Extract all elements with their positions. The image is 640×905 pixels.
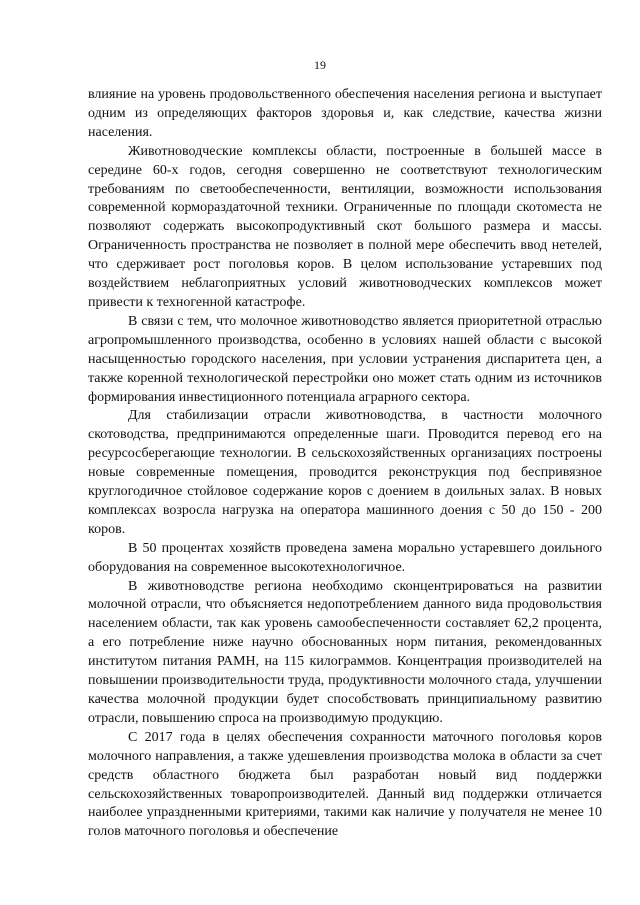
page-number: 19 bbox=[314, 58, 326, 72]
paragraph: Для стабилизации отрасли животноводства, в частности молочного скотоводства, предпринимаются определенные шаги. Проводится перевод его на ресурсосберегающие технологии. В сельскохозяйственных организациях построены новые современные помещения, проводится реконструкция под беспривязное круглогодичное стойловое содержание коров с доением в доильных залах. В новых комплексах возросла нагрузка на оператора машинного доения с 50 до 150 - 200 коров. bbox=[88, 408, 602, 537]
paragraph-continuation: влияние на уровень продовольственного обеспечения населения региона и выступает одним из определяющих факторов здоровья и, как следствие, качества жизни населения. bbox=[88, 87, 602, 140]
paragraph: С 2017 года в целях обеспечения сохранности маточного поголовья коров молочного направления, а также удешевления производства молока в области за счет средств областного бюджета был разработан новый вид поддержки сельскохозяйственных товаропроизводителей. Данный вид поддержки отличается наиболее упраздненными критериями, такими как наличие у получателя не менее 10 голов маточного поголовья и обеспечение bbox=[88, 729, 602, 840]
paragraph: В 50 процентах хозяйств проведена замена морально устаревшего доильного оборудования на современное высокотехнологичное. bbox=[88, 540, 602, 575]
body-text bbox=[88, 86, 602, 842]
paragraph: Животноводческие комплексы области, построенные в большей массе в середине 60-х годов, сегодня совершенно не соответствуют технологическим требованиям по светообеспеченности, вентиляции, возможности использования современной кормораздаточной техники. Ограниченные по площади скотоместа не позволяют содержать высокопродуктивный скот большого размера и массы. Ограниченность пространства не позволяет в полной мере обеспечить ввод нетелей, что сдерживает рост поголовья коров. В целом использование устаревших под воздействием неблагоприятных условий животноводческих комплексов может привести к техногенной катастрофе. bbox=[88, 143, 602, 310]
paragraph: В связи с тем, что молочное животноводство является приоритетной отраслью агропромышленного производства, особенно в условиях нашей области с высокой насыщенностью городского населения, при условии устранения диспаритета цен, а также коренной технологической перестройки оно может стать одним из источников формирования инвестиционного потенциала аграрного сектора. bbox=[88, 313, 602, 405]
paragraph: В животноводстве региона необходимо сконцентрироваться на развитии молочной отрасли, что объясняется недопотреблением данного вида продовольствия населением области, так как уровень самообеспеченности составляет 62,2 процента, а его потребление ниже научно обоснованных норм питания, рекомендованных институтом питания РАМН, на 115 килограммов. Концентрация производителей на повышении производительности труда, продуктивности молочного стада, улучшении качества молочной продукции будет способствовать принципиальному развитию отрасли, повышению спроса на производимую продукцию. bbox=[88, 578, 602, 726]
